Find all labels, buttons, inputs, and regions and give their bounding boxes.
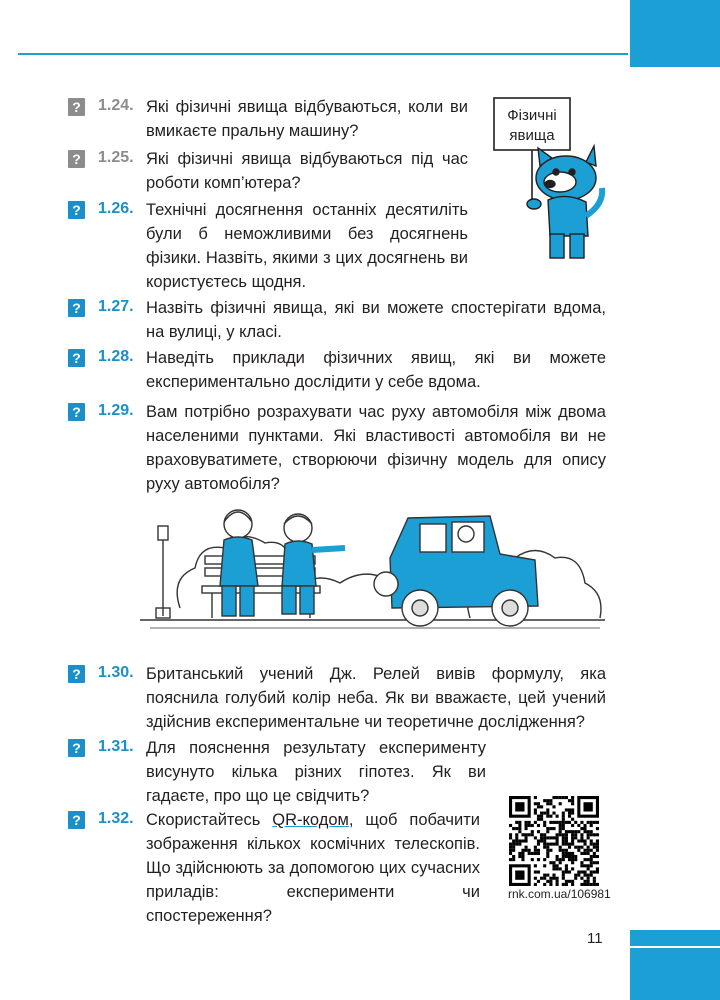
task-number: 1.28. (98, 348, 134, 365)
task-1-29 (68, 400, 608, 496)
qr-caption: rnk.com.ua/106981 (508, 887, 611, 901)
question-icon: ? (68, 201, 85, 219)
page-number: 11 (587, 930, 603, 947)
top-rule (18, 53, 628, 55)
task-number: 1.29. (98, 402, 134, 419)
task-text: Назвіть фізичні явища, які ви можете спостерігати вдома, на вулиці, у класі. (146, 299, 606, 341)
task-number: 1.32. (98, 810, 134, 827)
car (374, 516, 538, 626)
task-number: 1.26. (98, 200, 134, 217)
question-icon: ? (68, 665, 85, 683)
task-text: Технічні досягнення останніх десятиліть були б неможливими без досягнень фізики. Назвіть, якими з цих досягнень ви користуєтесь щодня. (146, 201, 468, 291)
task-number: 1.30. (98, 664, 134, 681)
boy-figure (282, 514, 345, 614)
qr-code[interactable] (509, 796, 599, 886)
task-number: 1.24. (98, 97, 134, 114)
task-1-25 (68, 147, 468, 195)
task-text: Британський учений Дж. Релей вивів формулу, яка пояснила голубий колір неба. Як ви вважаєте, цей учений здійснив експериментальне чи теоретичне дослідження? (146, 665, 606, 731)
question-icon: ? (68, 811, 85, 829)
question-icon: ? (68, 403, 85, 421)
task-text: Наведіть приклади фізичних явищ, які ви можете експериментально дослідити у себе вдома. (146, 349, 606, 391)
task-text: Вам потрібно розрахувати час руху автомобіля між двома населеними пунктами. Які властивості автомобіля ви не враховуватимете, створюючи фізичну модель для опису руху автомобіля? (146, 403, 606, 493)
sign-line-2: явища (509, 127, 555, 144)
task-text: Які фізичні явища відбуваються під час роботи комп’ютера? (146, 150, 468, 192)
task-1-24 (68, 95, 468, 143)
task-number: 1.27. (98, 298, 134, 315)
dog-mascot (527, 146, 602, 258)
task-1-32 (68, 808, 488, 925)
task-1-31 (68, 736, 488, 808)
lamp-head (158, 526, 168, 540)
top-corner-tab (630, 0, 720, 67)
task-1-27 (68, 296, 608, 344)
mascot-with-sign (490, 96, 610, 264)
task-text: Які фізичні явища відбуваються, коли ви вмикаєте пральну машину? (146, 98, 468, 140)
street-illustration (140, 498, 610, 640)
task-1-28 (68, 346, 608, 394)
task-1-30 (68, 662, 608, 734)
task-text: Для пояснення результату експерименту висунуто кілька різних гіпотез. Як ви гадаєте, про що це свідчить? (146, 739, 486, 805)
task-1-26 (68, 198, 468, 294)
question-icon: ? (68, 150, 85, 168)
task-number: 1.25. (98, 149, 134, 166)
bottom-corner-tab (630, 930, 720, 1000)
question-icon: ? (68, 349, 85, 367)
task-text-after: , щоб побачити зображення кількох космічних телескопів. Що здійснюють за допомогою цих сучасних приладів: експерименти чи спостереження? (146, 811, 480, 925)
question-icon: ? (68, 299, 85, 317)
task-text (146, 808, 480, 928)
qr-code-link[interactable]: QR-кодом (272, 811, 349, 829)
task-text-before: Скористайтесь (146, 811, 273, 829)
sign-line-1: Фізичні (507, 107, 557, 124)
bottom-tab-rule (630, 946, 720, 948)
task-number: 1.31. (98, 738, 134, 755)
question-icon: ? (68, 739, 85, 757)
question-icon: ? (68, 98, 85, 116)
girl-figure (220, 510, 258, 616)
